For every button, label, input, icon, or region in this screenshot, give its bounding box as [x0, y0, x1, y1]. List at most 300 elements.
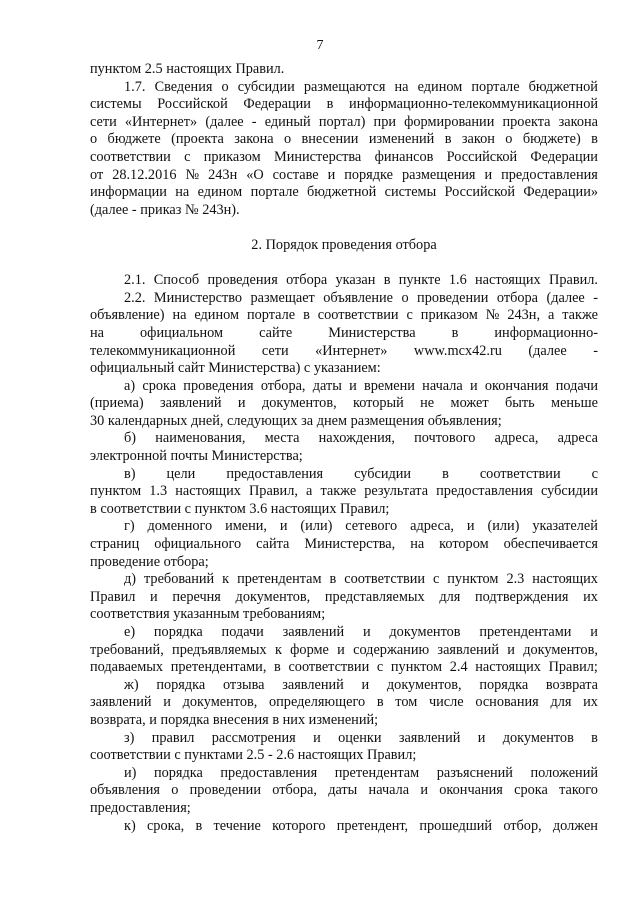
word: не	[420, 395, 435, 412]
text-line	[90, 571, 598, 589]
word: сайта	[256, 536, 290, 553]
word: начала	[368, 782, 410, 799]
word: представляемых	[324, 588, 425, 605]
word: составе	[272, 166, 319, 183]
text-line	[90, 290, 598, 308]
word: срока,	[146, 817, 185, 834]
word: требований	[144, 571, 215, 588]
word: г)	[124, 518, 135, 535]
word: с	[591, 465, 598, 482]
word: е)	[124, 624, 136, 640]
text-line	[90, 96, 598, 114]
word: Министерство	[153, 289, 243, 306]
word: и	[163, 694, 171, 711]
word: содержанию	[353, 641, 430, 658]
word: их	[583, 588, 598, 605]
word: разъяснений	[436, 764, 513, 781]
word: отбора	[496, 289, 538, 306]
word: основания	[475, 694, 539, 711]
word: быть	[505, 395, 535, 412]
word: времени	[363, 377, 415, 394]
word: а)	[124, 377, 136, 394]
word: и	[590, 624, 598, 640]
word: соответствии	[317, 307, 399, 324]
word: 243н,	[507, 307, 541, 324]
text-line	[90, 272, 598, 290]
word: документов,	[261, 395, 337, 412]
word: портале	[246, 307, 296, 324]
word: заявлений	[90, 694, 152, 711]
word: 2.1.	[124, 272, 146, 289]
word: в	[591, 729, 598, 746]
text-line: соответствия указанным требованиям;	[90, 606, 326, 623]
word: и	[349, 377, 357, 394]
word: формировании	[404, 113, 495, 130]
word: числе	[428, 694, 464, 711]
word: объявление	[323, 289, 393, 306]
word: отзыва	[222, 676, 265, 693]
word: 2.4	[449, 659, 468, 676]
word: подачи	[221, 624, 264, 640]
text-line: 30 календарных дней, следующих за днем размещения объявления;	[90, 412, 502, 429]
text-line	[90, 325, 598, 343]
word: пунктом	[390, 659, 443, 676]
word: и	[484, 166, 493, 183]
word: на	[410, 536, 425, 553]
word: (или)	[300, 518, 333, 535]
word: документов,	[182, 694, 258, 711]
word: в	[326, 96, 334, 113]
word: пункте	[398, 272, 441, 289]
text-line	[90, 378, 598, 396]
word: и	[466, 518, 475, 535]
text-line	[90, 624, 598, 642]
word: портал)	[318, 113, 366, 130]
word: «Интернет»	[315, 342, 388, 359]
word: определяющего	[269, 694, 366, 711]
page-number: 7	[316, 38, 324, 53]
spacer	[90, 255, 598, 273]
word: претендентами	[479, 624, 572, 640]
word: документов,	[386, 676, 462, 693]
word: Федерации	[243, 96, 311, 113]
word: Правил,	[248, 483, 298, 500]
word: на	[394, 78, 409, 95]
word: с	[432, 571, 440, 588]
word: котором	[439, 536, 489, 553]
word: предоставления	[501, 166, 598, 183]
word: претендент,	[336, 817, 409, 834]
word: субсидии	[237, 78, 295, 95]
word: Министерства	[274, 148, 362, 165]
word: финансов	[374, 148, 434, 165]
word: на	[175, 184, 190, 201]
word: страниц	[90, 536, 140, 553]
text-line	[90, 184, 598, 202]
word: указан	[335, 272, 376, 289]
word: предоставления	[226, 465, 324, 482]
word: их	[583, 694, 598, 711]
text-line: предоставления;	[90, 799, 191, 816]
word: ж)	[124, 676, 139, 693]
word: почтового	[414, 430, 476, 447]
word: от	[90, 166, 104, 183]
word: даты	[328, 782, 358, 799]
word: адреса,	[494, 430, 539, 447]
word: Федерации»	[523, 184, 598, 201]
word: отбор,	[503, 817, 542, 834]
word: с	[376, 659, 384, 676]
text-line	[90, 131, 598, 149]
text-line	[90, 518, 598, 536]
word: 243н	[208, 166, 238, 183]
word: с	[184, 148, 191, 165]
word: доменного	[147, 518, 213, 535]
word: должен	[552, 817, 598, 834]
word: в	[376, 694, 384, 711]
word: Министерства,	[304, 536, 396, 553]
word: и	[477, 729, 486, 746]
word: окончания	[439, 782, 503, 799]
word: информационно-телекоммуникационной	[349, 96, 598, 113]
word: адреса	[557, 430, 598, 447]
word: настоящих	[475, 272, 541, 289]
word: том	[395, 694, 418, 711]
word: в	[195, 817, 203, 834]
word: заявлений	[437, 641, 499, 658]
word: в	[274, 659, 281, 676]
word: имени,	[225, 518, 267, 535]
word: пунктом	[90, 483, 142, 500]
word: настоящих	[175, 483, 241, 500]
word: (далее	[546, 289, 585, 306]
text-line	[90, 642, 598, 660]
word: рассмотрения	[211, 729, 296, 746]
word: цели	[166, 465, 196, 482]
word: (или)	[487, 518, 520, 535]
word: системы	[90, 96, 142, 113]
word: в	[303, 307, 310, 324]
text-line	[90, 307, 598, 325]
word: объявление)	[90, 307, 165, 324]
word: настоящих	[475, 659, 541, 676]
word: Сведения	[154, 78, 213, 95]
word: о	[221, 78, 229, 95]
word: заявлений	[159, 395, 222, 412]
word: Федерации	[530, 148, 598, 165]
word: -	[593, 289, 598, 306]
word: Российской	[444, 184, 515, 201]
word: 1.6	[448, 272, 467, 289]
word: заявлений	[398, 729, 461, 746]
word: едином	[194, 307, 240, 324]
word: срока	[142, 377, 177, 394]
word: «Интернет»	[124, 113, 198, 130]
word: прошедший	[419, 817, 493, 834]
word: закона	[558, 113, 598, 130]
word: в	[444, 131, 452, 148]
word: и	[337, 641, 345, 658]
word: отбора,	[260, 377, 306, 394]
text-line: официальный сайт Министерства) с указанием:	[90, 360, 381, 377]
word: порядке	[344, 166, 393, 183]
word: сети	[90, 113, 117, 130]
text-line: проведение отбора;	[90, 553, 209, 570]
word: возврата	[545, 676, 598, 693]
word: внесении	[301, 131, 359, 148]
word: бюджете)	[522, 131, 581, 148]
word: оценки	[338, 729, 382, 746]
text-line	[90, 730, 598, 748]
document-body	[90, 61, 598, 835]
word: который	[353, 395, 404, 412]
word: о	[90, 131, 98, 148]
word: 1.7.	[124, 78, 146, 95]
word: 28.12.2016	[112, 166, 177, 183]
word: и	[150, 588, 158, 605]
word: закона	[234, 131, 274, 148]
word: и	[279, 518, 288, 535]
word: предоставления	[220, 764, 318, 781]
word: подаваемых	[90, 659, 164, 676]
word: соответствии	[90, 148, 171, 165]
word: о	[283, 131, 292, 148]
word: б)	[124, 430, 137, 447]
word: субсидии	[541, 483, 598, 500]
text-line	[90, 589, 598, 607]
word: для	[439, 588, 461, 605]
word: подтверждения	[474, 588, 569, 605]
word: в	[383, 272, 391, 289]
word: порядка	[479, 676, 529, 693]
word: даты	[312, 377, 342, 394]
word: для	[550, 694, 572, 711]
word: предоставления	[436, 483, 533, 500]
paragraph-block-selection-procedure	[90, 272, 598, 835]
word: (проекта	[171, 131, 224, 148]
word: претендентами,	[170, 659, 267, 676]
word: бюджетной	[528, 78, 598, 95]
word: бюджетной	[307, 184, 377, 201]
word: о	[401, 289, 409, 306]
word: Российской	[446, 148, 518, 165]
word: порядка	[156, 676, 206, 693]
word: -	[251, 113, 257, 130]
word: телекоммуникационной	[90, 342, 236, 359]
word: и)	[124, 764, 137, 781]
text-line	[90, 483, 598, 501]
word: едином	[417, 78, 463, 95]
text-line	[90, 167, 598, 185]
word: с	[406, 307, 413, 324]
text-line	[90, 79, 598, 97]
word: размещает	[250, 289, 315, 306]
text-line: (далее - приказ № 243н).	[90, 201, 240, 218]
text-line	[90, 114, 598, 132]
text-line	[90, 536, 598, 554]
text-line: электронной почты Министерства;	[90, 448, 303, 465]
word: порядка	[153, 624, 203, 640]
word: изменений	[368, 131, 435, 148]
word: 1.3	[149, 483, 168, 500]
text-line	[90, 395, 598, 413]
word: документов,	[523, 641, 598, 658]
word: в)	[124, 465, 136, 482]
word: единый	[264, 113, 311, 130]
text-line	[90, 818, 598, 836]
word: документов	[389, 624, 461, 640]
word: Министерства	[328, 324, 416, 341]
word: приказом	[203, 148, 261, 165]
spacer	[90, 219, 598, 237]
word: документов,	[235, 588, 311, 605]
word: официальном	[140, 324, 224, 341]
word: (далее	[205, 113, 244, 130]
word: о	[171, 782, 179, 799]
word: №	[185, 166, 200, 183]
word: к)	[124, 817, 136, 834]
word: течение	[213, 817, 261, 834]
word: в	[591, 131, 598, 148]
word: сайте	[259, 324, 293, 341]
word: и	[507, 641, 515, 658]
word: положений	[530, 764, 598, 781]
word: а	[547, 307, 555, 324]
text-line: пунктом 2.5 настоящих Правил.	[90, 61, 285, 77]
text-line	[90, 765, 598, 783]
word: сети	[261, 342, 289, 359]
text-line	[90, 782, 598, 800]
word: бюджете	[107, 131, 161, 148]
word: и	[313, 729, 321, 746]
word: соответствии	[479, 465, 561, 482]
word: сетевого	[345, 518, 398, 535]
word: меньше	[551, 395, 598, 412]
paragraph-block-subsidy-info	[90, 61, 598, 219]
text-line	[90, 694, 598, 712]
word: может	[450, 395, 489, 412]
word: едином	[197, 184, 243, 201]
word: к	[222, 571, 230, 588]
word: и	[362, 624, 371, 640]
word: «О	[246, 166, 264, 183]
text-line	[90, 149, 598, 167]
word: Способ	[153, 272, 200, 289]
word: порядка	[153, 764, 203, 781]
word: и	[469, 377, 478, 394]
word: начала	[422, 377, 463, 394]
text-line: соответствии с пунктами 2.5 - 2.6 настоящих Правил;	[90, 747, 417, 764]
word: www.mcx42.ru	[413, 342, 502, 359]
word: 2.3	[506, 571, 525, 588]
word: и	[237, 395, 246, 412]
word: к	[274, 641, 282, 658]
word: а	[306, 483, 313, 500]
word: настоящих	[532, 571, 598, 588]
word: Правил.	[549, 272, 598, 289]
word: предъявляемых	[172, 641, 267, 658]
word: документов	[502, 729, 574, 746]
word: и	[420, 782, 429, 799]
word: заявлений	[282, 624, 345, 640]
word: соответствии	[344, 571, 426, 588]
word: -	[593, 342, 598, 359]
word: закон	[461, 131, 495, 148]
word: при	[373, 113, 396, 130]
word: портале	[471, 78, 520, 95]
text-line: возврата, и порядка внесения в них изменений;	[90, 711, 379, 728]
word: также	[320, 483, 357, 500]
word: и	[327, 166, 336, 183]
word: результата	[364, 483, 429, 500]
word: заявлений	[282, 676, 344, 693]
word: отбора	[286, 272, 328, 289]
word: Правил;	[548, 659, 598, 676]
word: портале	[250, 184, 299, 201]
word: Российской	[157, 96, 228, 113]
word: указателей	[532, 518, 598, 535]
word: на	[90, 324, 104, 341]
word: претендентам	[237, 571, 322, 588]
word: (приема)	[90, 395, 144, 412]
word: которого	[272, 817, 326, 834]
word: Правил	[90, 588, 136, 605]
word: соответствии	[288, 659, 370, 676]
word: проведении	[417, 289, 489, 306]
word: субсидии	[354, 465, 412, 482]
word: на	[172, 307, 187, 324]
word: и	[361, 676, 370, 693]
word: такого	[559, 782, 598, 799]
text-line	[90, 677, 598, 695]
word: (далее	[528, 342, 567, 359]
word: информации	[90, 184, 167, 201]
section-heading: 2. Порядок проведения отбора	[251, 236, 437, 253]
word: 2.2.	[124, 289, 146, 306]
word: окончания	[484, 377, 549, 394]
word: объявления	[90, 782, 160, 799]
word: правил	[151, 729, 195, 746]
word: официального	[154, 536, 242, 553]
word: адреса,	[410, 518, 455, 535]
word: приказом	[420, 307, 478, 324]
word: о	[505, 131, 513, 148]
word: нахождения,	[318, 430, 395, 447]
word: наименования,	[155, 430, 246, 447]
word: системы	[384, 184, 437, 201]
word: отбора,	[272, 782, 317, 799]
word: места	[264, 430, 300, 447]
word: в	[442, 465, 449, 482]
word: размещаются	[303, 78, 386, 95]
word: проведения	[207, 272, 278, 289]
text-line: в соответствии с пунктом 3.6 настоящих Правил;	[90, 500, 390, 517]
word: претендентам	[334, 764, 420, 781]
text-line	[90, 466, 598, 484]
word: з)	[124, 729, 135, 746]
word: в	[451, 324, 459, 341]
word: форме	[290, 641, 329, 658]
word: проекта	[502, 113, 551, 130]
word: размещения	[401, 166, 476, 183]
word: пунктом	[447, 571, 499, 588]
word: №	[485, 307, 500, 324]
word: срока	[514, 782, 548, 799]
word: информационно-	[494, 324, 598, 341]
word: проведении	[189, 782, 261, 799]
word: подачи	[555, 377, 598, 394]
word: перечня	[172, 588, 221, 605]
